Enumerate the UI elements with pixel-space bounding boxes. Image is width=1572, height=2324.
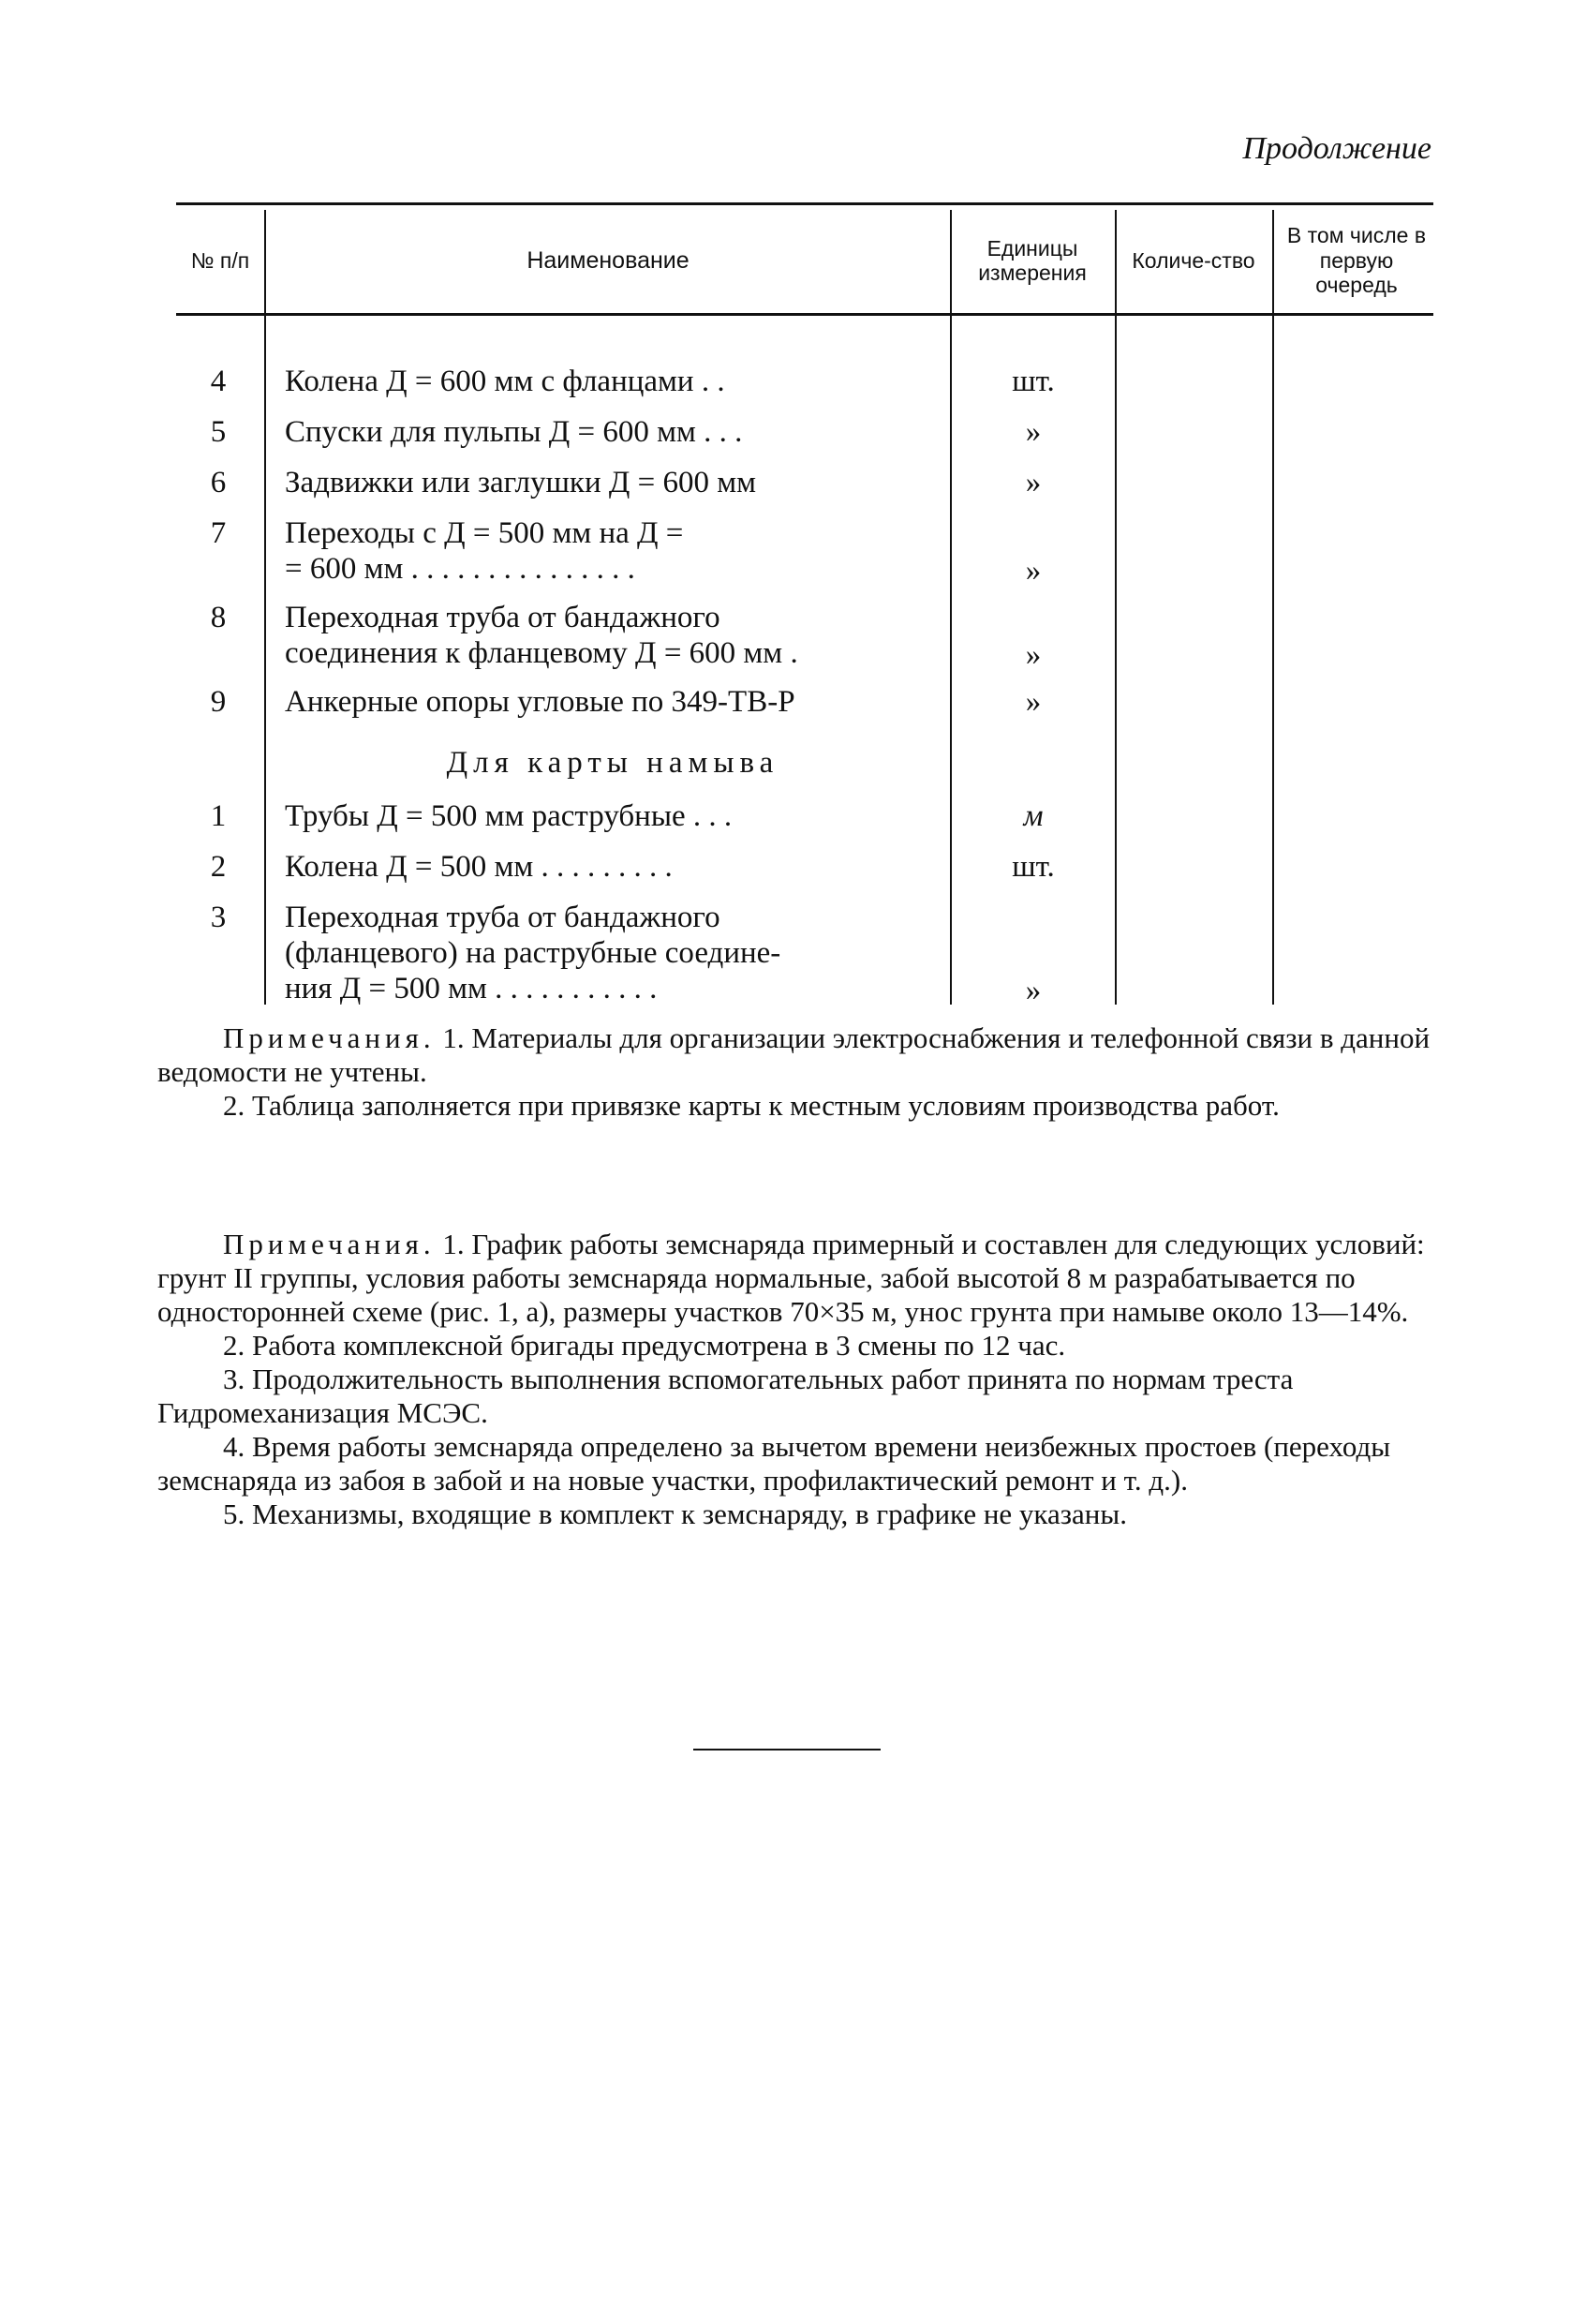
row-unit: » — [1025, 974, 1042, 1007]
row-unit: шт. — [1012, 365, 1055, 398]
row-unit: » — [1025, 415, 1042, 449]
notes-table — [157, 1021, 1433, 1123]
table-top-rule — [176, 202, 1433, 205]
header-qty: Количе-ство — [1132, 247, 1255, 273]
header-first-stage: В том числе в первую очередь — [1286, 223, 1427, 298]
notes-schedule — [157, 1228, 1433, 1531]
row-name: Переходная труба от бандажного (фланцевого) на раструбные соедине- ния Д = 500 мм . . . . . . . . . . . — [285, 901, 781, 1006]
table-header-rule — [176, 313, 1433, 316]
row-num: 6 — [210, 466, 227, 499]
row-unit: шт. — [1012, 850, 1055, 884]
note-item: 2. Работа комплексной бригады предусмотрена в 3 смены по 12 час. — [223, 1329, 1066, 1362]
note-item: 2. Таблица заполняется при привязке карты к местным условиям производства работ. — [223, 1089, 1280, 1122]
note-item: 4. Время работы земснаряда определено за вычетом времени неизбежных простоев (переходы земснаряда из забоя в забой и на новые участки, профилактический ремонт и т. д.). — [157, 1430, 1391, 1497]
materials-table — [176, 202, 1433, 1005]
col-divider-1 — [264, 210, 266, 1005]
row-unit: » — [1025, 466, 1042, 499]
header-name: Наименование — [526, 246, 690, 274]
row-unit: » — [1025, 638, 1042, 672]
row-num: 3 — [210, 901, 227, 934]
row-unit: » — [1025, 685, 1042, 719]
note-item: 5. Механизмы, входящие в комплект к земснаряду, в графике не указаны. — [223, 1497, 1127, 1530]
row-name: Переходная труба от бандажного соединения к фланцевому Д = 600 мм . — [285, 601, 798, 670]
row-num: 5 — [210, 415, 227, 449]
row-num: 4 — [210, 365, 227, 398]
row-name: Переходы с Д = 500 мм на Д = = 600 мм . . . . . . . . . . . . . . . — [285, 516, 684, 586]
row-name: Анкерные опоры угловые по 349-ТВ-Р — [285, 685, 795, 719]
note-item: 3. Продолжительность выполнения вспомогательных работ принята по нормам треста Гидромеханизация МСЭС. — [157, 1363, 1294, 1429]
note-item: Примечания. 1. График работы земснаряда примерный и составлен для следующих условий: грунт II группы, условия работы земснаряда нормальные, забой высотой 8 м разрабатывается по односторонней схеме (рис. 1, а), размеры участков 70×35 м, унос грунта при намыве около 13—14%. — [157, 1228, 1425, 1328]
col-divider-3 — [1115, 210, 1117, 1005]
row-num: 8 — [210, 601, 227, 634]
header-unit: Единицы измерения — [978, 235, 1087, 285]
row-num: 7 — [210, 516, 227, 550]
header-num: № п/п — [190, 247, 250, 273]
row-num: 1 — [210, 799, 227, 833]
section-title: Для карты намыва — [446, 746, 779, 780]
notes-label: Примечания. — [223, 1021, 436, 1054]
continuation-label: Продолжение — [1242, 131, 1431, 166]
note-item: Примечания. 1. Материалы для организации электроснабжения и телефонной связи в данной ведомости не учтены. — [157, 1021, 1431, 1088]
row-num: 9 — [210, 685, 227, 719]
row-name: Колена Д = 600 мм с фланцами . . — [285, 365, 725, 398]
row-name: Колена Д = 500 мм . . . . . . . . . — [285, 850, 673, 884]
row-unit: » — [1025, 554, 1042, 588]
col-divider-4 — [1272, 210, 1274, 1005]
row-name: Спуски для пульпы Д = 600 мм . . . — [285, 415, 743, 449]
end-rule — [693, 1749, 881, 1750]
notes-label: Примечания. — [223, 1228, 436, 1260]
row-name: Трубы Д = 500 мм раструбные . . . — [285, 799, 733, 833]
row-unit: м — [1023, 799, 1044, 833]
row-name: Задвижки или заглушки Д = 600 мм — [285, 466, 756, 499]
col-divider-2 — [950, 210, 952, 1005]
row-num: 2 — [210, 850, 227, 884]
